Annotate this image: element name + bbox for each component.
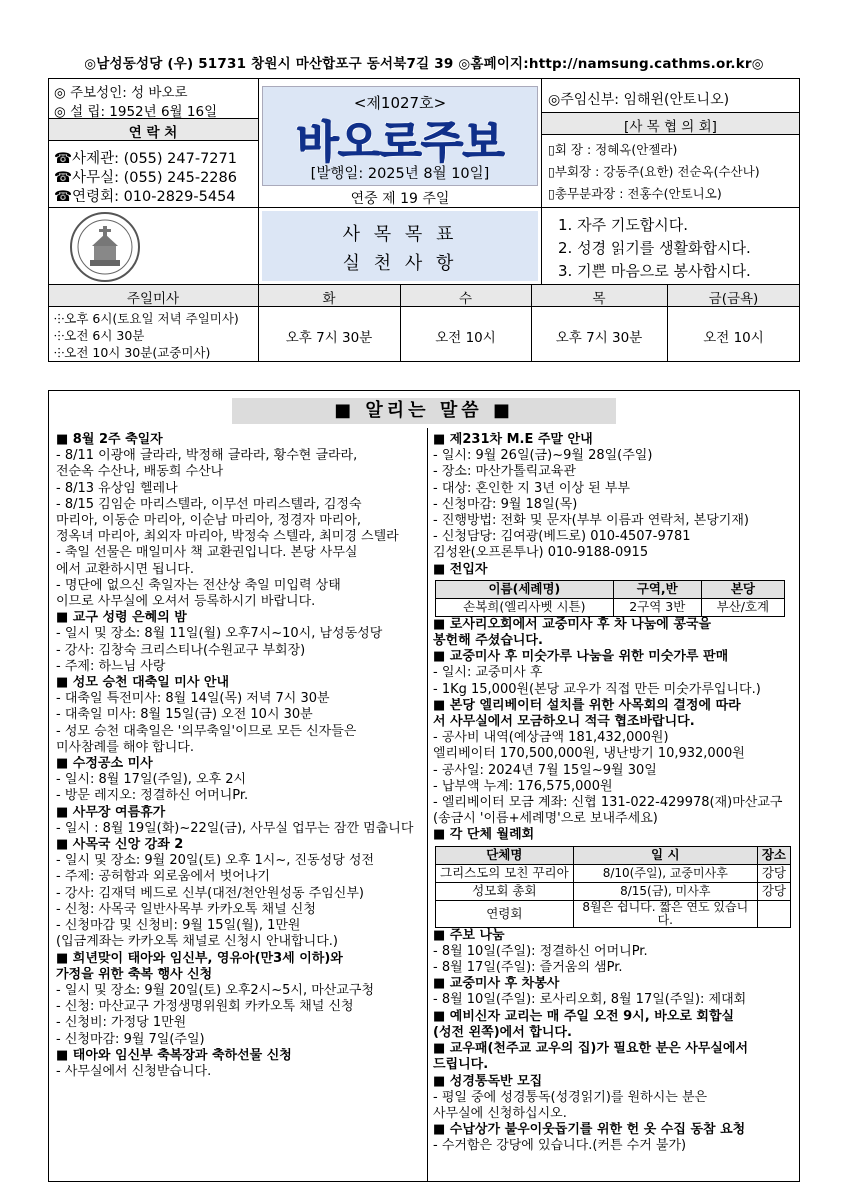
sunday-mass-time: ⸭오전 6시 30분 — [54, 328, 145, 343]
newcomer-table — [435, 580, 785, 617]
notice-heading: ■ 성모 승천 대축일 미사 안내 — [56, 675, 230, 691]
notice-section — [433, 1009, 795, 1041]
notice-heading: ■ 각 단체 월례회 — [433, 827, 535, 843]
notice-section — [56, 1048, 422, 1080]
notice-left-column — [56, 432, 422, 1080]
goal-item: 2. 성경 읽기를 생활화합시다. — [558, 239, 751, 257]
notice-heading: ■ 교중미사 후 차봉사 — [433, 976, 560, 992]
table-cell: 8/10(주일), 교중미사후 — [573, 864, 757, 882]
table-header: 이름(세례명) — [436, 580, 614, 598]
council-secretary: ▯총무분과장 : 전홍수(안토니오) — [548, 186, 722, 201]
notice-line: - 대상: 혼인한 지 3년 이상 된 부부 — [433, 480, 630, 496]
notice-line: - 일시: 교중미사 후 — [433, 665, 543, 681]
notice-heading-cont: 가정을 위한 축복 행사 신청 — [56, 966, 213, 982]
notice-line: - 일시: 9월 26일(금)~9월 28일(주일) — [433, 448, 653, 464]
notice-line: - 신청마감: 9월 7일(주일) — [56, 1031, 205, 1047]
notice-line: - 성모 승천 대축일은 '의무축일'이므로 모든 신자들은 — [56, 723, 357, 739]
notice-heading: ■ 수납상가 불우이웃돕기를 위한 헌 옷 수집 동참 요청 — [433, 1122, 746, 1138]
notice-section — [56, 951, 422, 1048]
notice-section — [56, 610, 422, 675]
mass-header-wed: 수 — [458, 291, 473, 307]
notice-line: - 일시 : 8월 19일(화)~22일(금), 사무실 업무는 잠깐 멈춥니다 — [56, 820, 414, 836]
table-cell — [757, 900, 790, 927]
table-header: 장소 — [757, 846, 790, 864]
table-cell: 2구역 3반 — [613, 598, 701, 616]
notice-right-column — [433, 432, 795, 1155]
council-vice: ▯부회장 : 강동주(요한) 전순옥(수산나) — [548, 164, 760, 179]
table-cell: 성모회 총회 — [436, 882, 574, 900]
notice-line: - 공사일: 2024년 7월 15일~9월 30일 — [433, 762, 657, 778]
notice-line: - 일시: 8월 17일(주일), 오후 2시 — [56, 772, 247, 788]
notice-line: 전순옥 수산나, 배동희 수산나 — [56, 464, 224, 480]
table-cell: 강당 — [757, 882, 790, 900]
notice-line: - 명단에 없으신 축일자는 전산상 축일 미입력 상태 — [56, 577, 341, 593]
notice-heading: ■ 희년맞이 태아와 임신부, 영유아(만3세 이하)와 — [56, 950, 343, 966]
notice-line: 정옥녀 마리아, 최외자 마리아, 박정숙 스텔라, 최미경 스텔라 — [56, 529, 399, 545]
issue-number: <제1027호> — [353, 94, 447, 112]
notice-heading-cont: 서 사무실에서 모금하오니 적극 협조바랍니다. — [433, 714, 695, 730]
notice-line: - 1Kg 15,000원(본당 교우가 직접 만든 미숫가루입니다.) — [433, 681, 761, 697]
notice-section — [56, 837, 422, 950]
notice-heading: ■ 본당 엘리베이터 설치를 위한 사목회의 결정에 따라 — [433, 697, 741, 713]
notice-section — [433, 1074, 795, 1123]
notice-line: - 8/11 이광애 글라라, 박정해 글라라, 황수현 글라라, — [56, 448, 358, 464]
notice-line: - 공사비 내역(예상금액 181,432,000원) — [433, 730, 669, 746]
church-emblem-icon — [72, 214, 138, 280]
header-line: ◎남성동성당 (우) 51731 창원시 마산합포구 동서북7길 39 ◎홈페이지:http://namsung.cathms.or.kr◎ — [84, 56, 764, 72]
goal-item: 1. 자주 기도합시다. — [558, 216, 689, 234]
notice-section — [433, 1041, 795, 1073]
notice-line: - 평일 중에 성경통독(성경읽기)를 원하시는 분은 — [433, 1089, 708, 1105]
notice-line: - 장소: 마산가톨릭교육관 — [433, 464, 576, 480]
notice-heading: ■ 교중미사 후 미숫가루 나눔을 위한 미숫가루 판매 — [433, 649, 729, 665]
goals-label: 사 목 목 표 — [342, 224, 458, 245]
meetings-table — [435, 846, 791, 928]
association-phone: ☎연령회: 010-2829-5454 — [54, 189, 236, 205]
notice-line: - 방문 레지오: 정결하신 어머니Pr. — [56, 788, 249, 804]
pastor: ◎주임신부: 임해윈(안토니오) — [548, 92, 730, 108]
notice-heading: ■ 전입자 — [433, 561, 488, 577]
notice-line: - 신청마감: 9월 18일(목) — [433, 496, 578, 512]
mass-header-tue: 화 — [322, 291, 336, 307]
notice-line: - 일시 및 장소: 9월 20일(토) 오후2시~5시, 마산교구청 — [56, 982, 375, 998]
meetings-section — [433, 827, 795, 927]
notice-line: - 8/15 김임순 마리스텔라, 이무선 마리스텔라, 김정숙 — [56, 496, 362, 512]
notice-section — [433, 698, 795, 828]
notice-section — [433, 928, 795, 977]
mass-header-sunday: 주일미사 — [126, 291, 180, 307]
table-cell: 연령회 — [436, 900, 574, 927]
notice-heading: ■ 교우패(천주교 교우의 집)가 필요한 분은 사무실에서 — [433, 1041, 749, 1057]
notice-line: 미사참례를 해야 합니다. — [56, 739, 194, 755]
sunday-mass-time: ⸭오후 6시(토요일 저녁 주일미사) — [54, 311, 239, 326]
notice-line: - 진행방법: 전화 및 문자(부부 이름과 연락처, 본당기재) — [433, 513, 749, 529]
notice-section — [433, 617, 795, 649]
bulletin-title: 바오로주보 — [296, 117, 504, 168]
liturgical-sunday: 연중 제 19 주일 — [350, 191, 450, 207]
notice-line: - 사무실에서 신청받습니다. — [56, 1063, 212, 1079]
parish-seal — [70, 212, 140, 282]
notice-line: - 일시 및 장소: 9월 20일(토) 오후 1시~, 진동성당 성전 — [56, 853, 375, 869]
tue-mass-time: 오후 7시 30분 — [285, 330, 373, 346]
table-cell: 부산/호계 — [701, 598, 784, 616]
notice-section — [433, 976, 795, 1008]
practice-label: 실 천 사 항 — [342, 253, 458, 274]
notice-section — [56, 805, 422, 837]
notice-section — [433, 432, 795, 562]
notice-heading: ■ 8월 2주 축일자 — [56, 432, 163, 447]
notice-section — [56, 756, 422, 805]
notice-heading: ■ 로사리오회에서 교중미사 후 차 나눔에 콩국을 — [433, 616, 712, 632]
table-cell: 손복희(엘리사벳 시튼) — [436, 598, 614, 616]
notice-line: - 8월 10일(주일): 로사리오회, 8월 17일(주일): 제대회 — [433, 992, 747, 1008]
contact-title: 연 락 처 — [128, 125, 178, 141]
office-phone: ☎사무실: (055) 245-2286 — [54, 170, 237, 186]
table-cell: 8월은 쉽니다. 짧은 연도 있습니다. — [573, 900, 757, 927]
notice-line: - 신청: 마산교구 가정생명위원회 카카오톡 채널 신청 — [56, 999, 354, 1015]
notice-line: - 납부액 누계: 176,575,000원 — [433, 778, 613, 794]
notice-line: - 신청담당: 김여광(베드로) 010-4507-9781 — [433, 529, 691, 545]
issue-date: [발행일: 2025년 8월 10일] — [310, 166, 490, 182]
notice-section — [433, 649, 795, 698]
notice-title: ■ 알리는 말씀 ■ — [232, 398, 616, 424]
table-cell: 그리스도의 모친 꾸리아 — [436, 864, 574, 882]
patron-saint: ◎ 주보성인: 성 바오로 — [54, 85, 188, 101]
notice-line: 에서 교환하시면 됩니다. — [56, 561, 194, 577]
notice-line: - 강사: 김창숙 크리스티나(수원교구 부회장) — [56, 642, 306, 658]
notice-line: 사무실에 신청하십시오. — [433, 1105, 567, 1121]
table-header: 일 시 — [573, 846, 757, 864]
notice-section — [56, 432, 422, 610]
notice-heading: ■ 제231차 M.E 주말 안내 — [433, 432, 593, 447]
table-header: 본당 — [701, 580, 784, 598]
founded-date: ◎ 설 립: 1952년 6월 16일 — [54, 104, 218, 120]
notice-heading: ■ 태아와 임신부 축복장과 축하선물 신청 — [56, 1047, 292, 1063]
council-chair: ▯회 장 : 정혜옥(안젤라) — [548, 142, 678, 157]
notice-heading-cont: 드립니다. — [433, 1057, 489, 1073]
table-header: 단체명 — [436, 846, 574, 864]
notice-line: (입금계좌는 카카오톡 채널로 신청시 안내합니다.) — [56, 934, 338, 950]
rectory-phone: ☎사제관: (055) 247-7271 — [54, 151, 237, 167]
notice-section — [433, 1122, 795, 1154]
notice-heading: ■ 수정공소 미사 — [56, 756, 153, 772]
notice-line: - 일시 및 장소: 8월 11일(월) 오후7시~10시, 남성동성당 — [56, 626, 383, 642]
notice-line: - 신청비: 가정당 1만원 — [56, 1015, 187, 1031]
thu-mass-time: 오후 7시 30분 — [555, 330, 643, 346]
notice-heading-cont: (성전 왼쪽)에서 합니다. — [433, 1024, 572, 1040]
notice-line: - 수거함은 강당에 있습니다.(커튼 수거 불가) — [433, 1138, 687, 1154]
notice-section — [56, 675, 422, 756]
notice-heading: ■ 사목국 신앙 강좌 2 — [56, 837, 184, 853]
table-header: 구역,반 — [613, 580, 701, 598]
newcomer-section — [433, 562, 795, 617]
fri-mass-time: 오전 10시 — [703, 330, 764, 346]
notice-line: - 8/13 유상임 헬레나 — [56, 480, 178, 496]
notice-line: 김성완(오프론투나) 010-9188-0915 — [433, 545, 649, 561]
notice-line: 엘리베이터 170,500,000원, 냉난방기 10,932,000원 — [433, 746, 745, 762]
sunday-mass-time: ⸭오전 10시 30분(교중미사) — [54, 345, 211, 360]
notice-line: - 신청: 사목국 일반사목부 카카오톡 채널 신청 — [56, 901, 316, 917]
notice-heading-cont: 봉헌해 주셨습니다. — [433, 633, 543, 649]
notice-heading: ■ 예비신자 교리는 매 주일 오전 9시, 바오로 회합실 — [433, 1008, 735, 1024]
notice-line: - 엘리베이터 모금 계좌: 신협 131-022-429978(재)마산교구 — [433, 795, 783, 811]
notice-heading: ■ 사무장 여름휴가 — [56, 804, 166, 820]
goal-item: 3. 기쁜 마음으로 봉사합시다. — [558, 262, 751, 280]
notice-line: - 8월 10일(주일): 정결하신 어머니Pr. — [433, 943, 648, 959]
notice-line: - 축일 선물은 매일미사 책 교환권입니다. 본당 사무실 — [56, 545, 358, 561]
notice-line: - 8월 17일(주일): 즐거움의 샘Pr. — [433, 960, 623, 976]
notice-heading: ■ 성경통독반 모집 — [433, 1073, 543, 1089]
mass-header-fri: 금(금욕) — [708, 291, 759, 307]
wed-mass-time: 오전 10시 — [435, 330, 496, 346]
notice-line: - 주제: 공허함과 외로움에서 벗어나기 — [56, 869, 270, 885]
notice-line: - 주제: 하느님 사랑 — [56, 658, 166, 674]
mass-header-thu: 목 — [592, 291, 606, 307]
notice-line: - 신청마감 및 신청비: 9월 15일(월), 1만원 — [56, 918, 301, 934]
notice-line: - 강사: 김재덕 베드로 신부(대전/천안원성동 주임신부) — [56, 885, 364, 901]
notice-line: - 대축일 특전미사: 8월 14일(목) 저녁 7시 30분 — [56, 691, 330, 707]
table-cell: 8/15(금), 미사후 — [573, 882, 757, 900]
notice-heading: ■ 주보 나눔 — [433, 927, 505, 943]
notice-heading: ■ 교구 성령 은혜의 밤 — [56, 610, 187, 626]
notice-line: 이므로 사무실에 오셔서 등록하시기 바랍니다. — [56, 594, 316, 610]
table-cell: 강당 — [757, 864, 790, 882]
notice-line: 마리아, 이동순 마리아, 이순남 마리아, 정경자 마리아, — [56, 513, 362, 529]
notice-line: - 대축일 미사: 8월 15일(금) 오전 10시 30분 — [56, 707, 313, 723]
notice-line: (송금시 '이름+세례명'으로 보내주세요) — [433, 811, 658, 827]
council-title: [사 목 협 의 회] — [624, 119, 717, 135]
